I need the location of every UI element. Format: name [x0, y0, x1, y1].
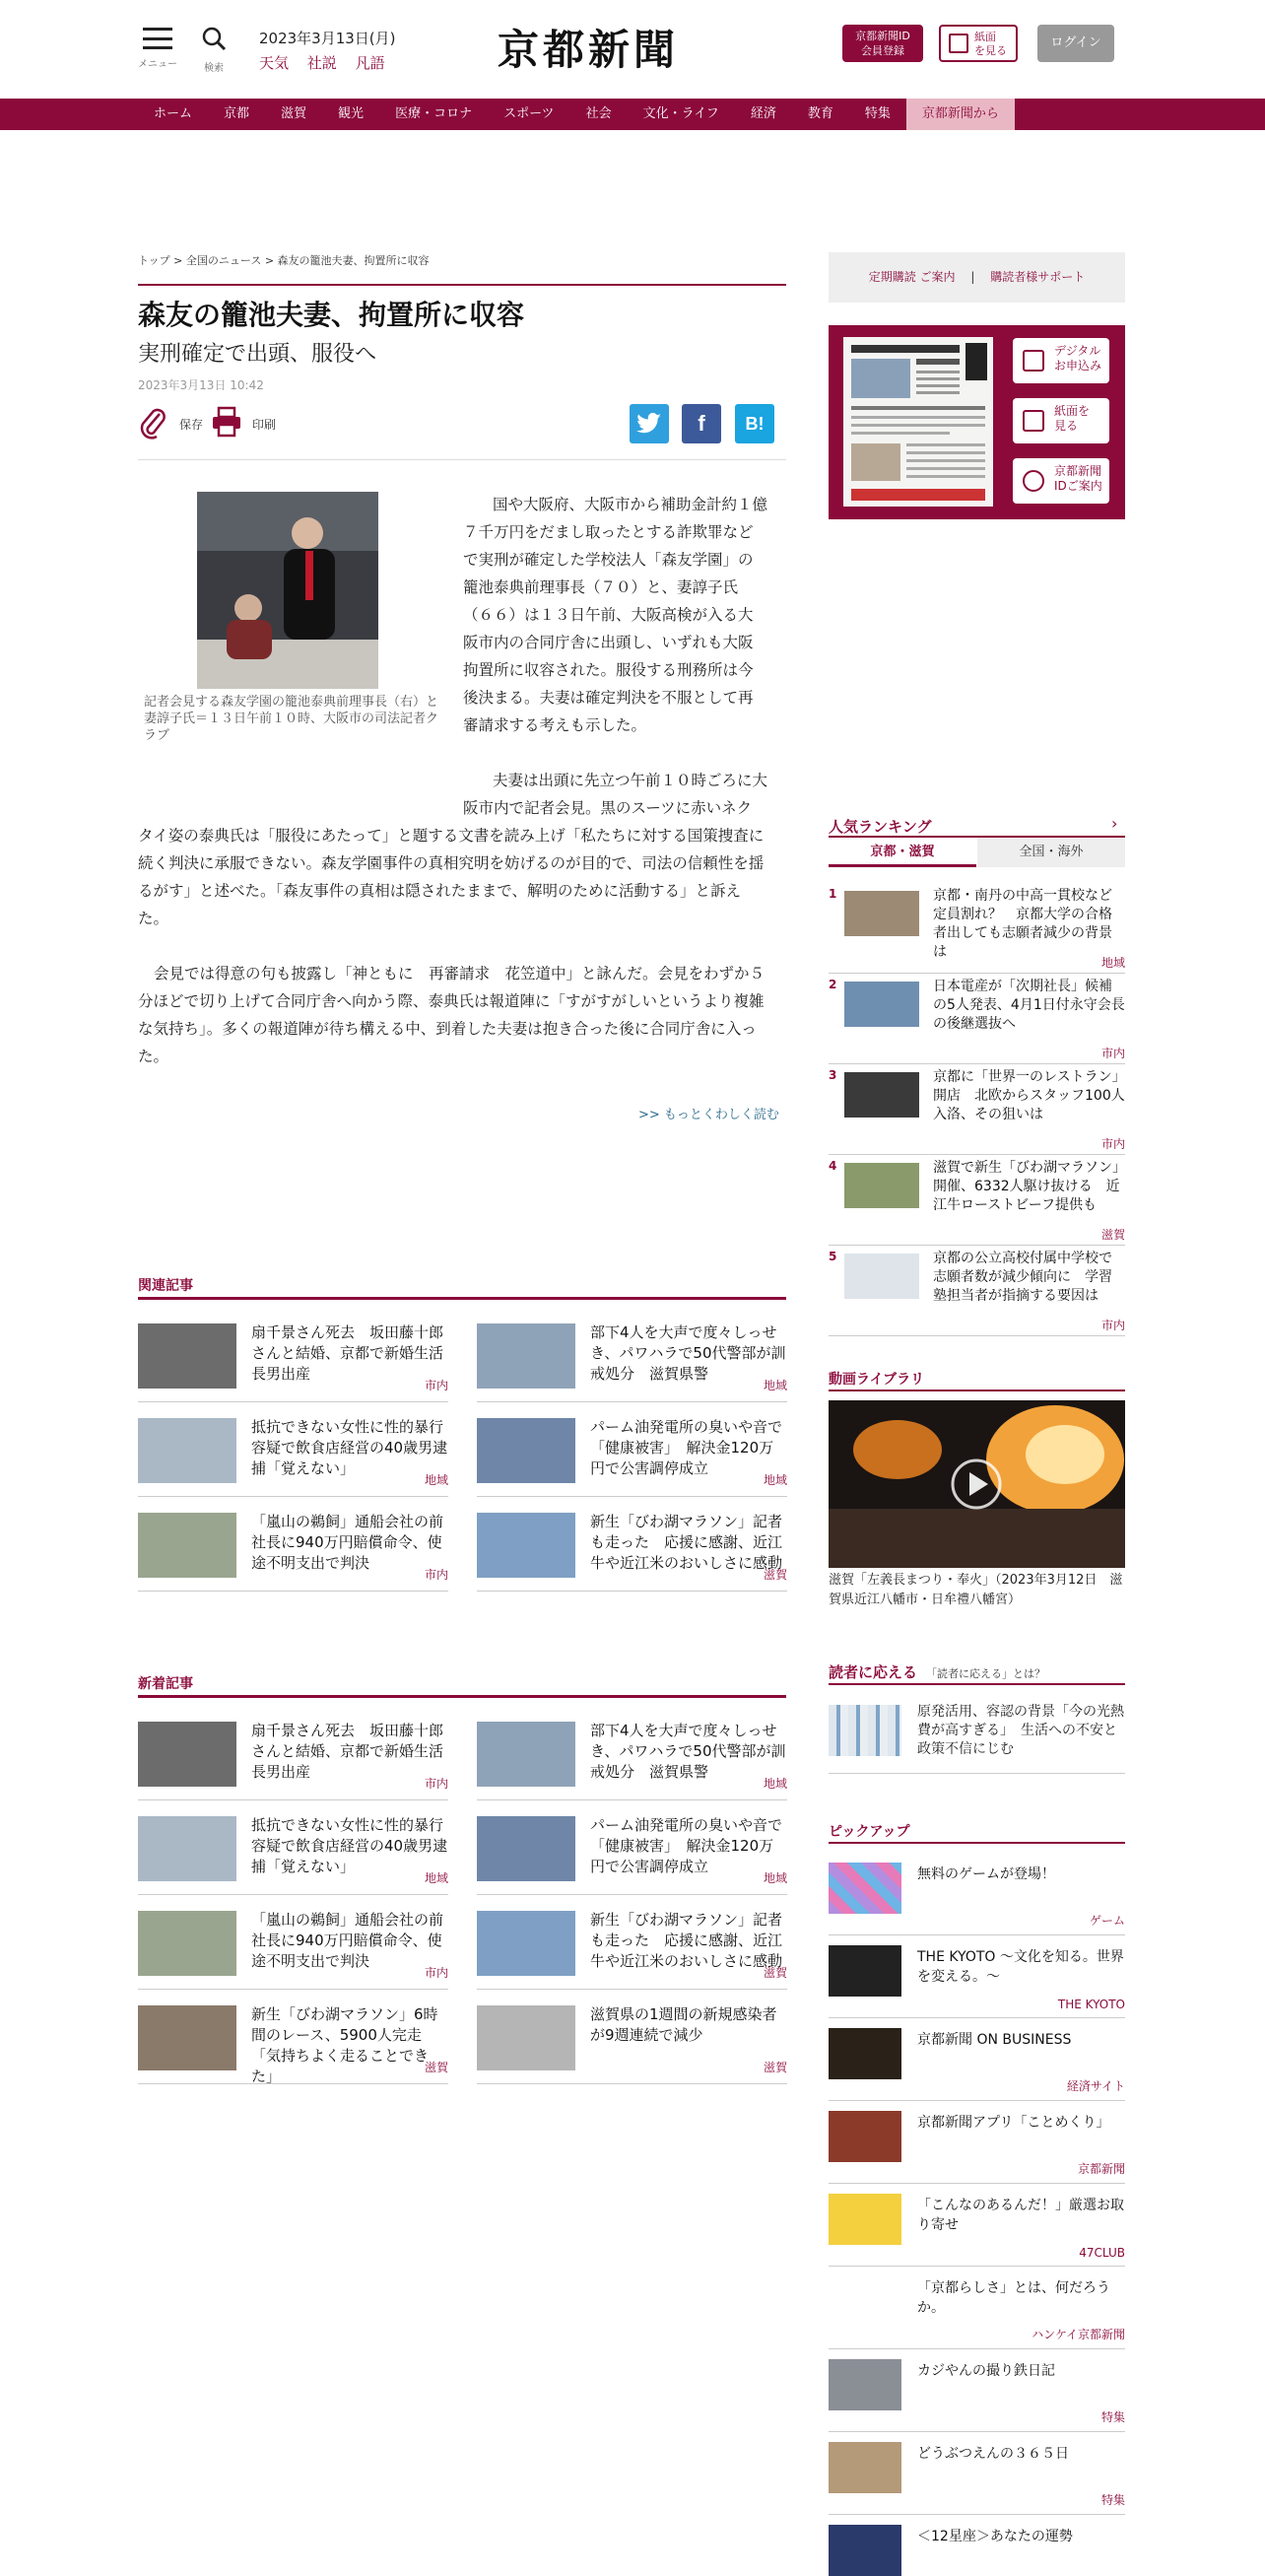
- p2-line: 阪市内で記者会見。黒のスーツに赤いネク: [463, 799, 753, 817]
- ranking-item[interactable]: [829, 1246, 1125, 1336]
- article-category-tag: 地域: [763, 1871, 787, 1885]
- video-rule: [829, 1390, 1125, 1391]
- latest-rule: [138, 1695, 786, 1698]
- related-rule: [138, 1297, 786, 1300]
- chevron-right-icon[interactable]: ›: [1111, 814, 1118, 833]
- article-thumbnail: [138, 2005, 236, 2070]
- newspaper-icon: [949, 34, 968, 53]
- ranking-item[interactable]: [829, 1064, 1125, 1155]
- digital-apply-button[interactable]: [1013, 338, 1109, 383]
- ranking-tab-kyoto-shiga[interactable]: 京都・滋賀: [829, 838, 976, 867]
- related-article-card[interactable]: [138, 1319, 459, 1402]
- search-label: 検索: [204, 63, 224, 74]
- ranking-headline: 京都に「世界一のレストラン」開店 北欧からスタッフ100人入洛、その狙いは: [933, 1069, 1125, 1122]
- p3-line: た。: [138, 1048, 169, 1065]
- nav-medical[interactable]: 医療・コロナ: [395, 106, 473, 121]
- pickup-headline: ＜12星座＞あなたの運勢: [917, 2529, 1073, 2544]
- article-headline: パーム油発電所の臭いや音で「健康被害」 解決金120万円で公害調停成立: [590, 1418, 783, 1477]
- ranking-title: 人気ランキング: [829, 818, 932, 836]
- article-category-tag: 滋賀: [763, 1966, 787, 1980]
- print-label: 印刷: [252, 418, 277, 432]
- digital-apply-line1: デジタル: [1054, 344, 1101, 358]
- related-article-card[interactable]: [477, 1413, 787, 1497]
- readers-about-link[interactable]: 「読者に応える」とは？: [926, 1667, 1045, 1680]
- article-datetime: 2023年3月13日 10:42: [138, 378, 264, 392]
- view-paper-line2: を見る: [974, 44, 1007, 57]
- pickup-headline: 「こんなのあるんだ！」厳選お取り寄せ: [917, 2198, 1124, 2233]
- readers-article[interactable]: [829, 1703, 1125, 1774]
- festival-fire-image: [829, 1400, 1125, 1568]
- latest-article-card[interactable]: [477, 2000, 787, 2084]
- latest-article-card[interactable]: [477, 1811, 787, 1895]
- pickup-item[interactable]: [829, 2018, 1125, 2101]
- article-category-tag: 地域: [424, 1871, 448, 1885]
- save-button[interactable]: [138, 406, 207, 441]
- article-category-tag: 市内: [424, 1966, 448, 1980]
- current-date: 2023年3月13日(月): [259, 30, 396, 47]
- article-photo[interactable]: [197, 492, 378, 689]
- p2-line: タイ姿の泰典氏は「服役にあたって」と題する文書を読み上げ「私たちに対する国策捜査に: [138, 827, 765, 845]
- breadcrumb-national[interactable]: > 全国のニュース: [173, 254, 262, 267]
- date-box: [259, 28, 399, 73]
- nav-from-kyoto-np[interactable]: 京都新聞から: [906, 99, 1015, 130]
- pickup-headline: カジやんの撮り鉄日記: [917, 2363, 1055, 2379]
- hatena-bookmark-icon: B!: [745, 414, 765, 434]
- newspaper-thumbnail[interactable]: [843, 337, 993, 507]
- pickup-category-tag: 特集: [1100, 2410, 1125, 2424]
- ranking-headline: 京都の公立高校付属中学校で志願者数が減少傾向に 学習塾担当者が指摘する要因は: [933, 1251, 1112, 1304]
- article-headline: 新生「びわ湖マラソン」記者も走った 応援に感謝、近江牛や近江米のおいしさに感動: [590, 1911, 783, 1970]
- p1-line: （６６）は１３日午前、大阪高検が入る大: [463, 606, 754, 624]
- read-more-link[interactable]: >> もっとくわしく読む: [638, 1108, 779, 1122]
- p3-line: な気持ち」。多くの報道陣が待ち構える中、到着した夫妻は抱き合った後に合同庁舎に入っ: [138, 1020, 757, 1038]
- search-button[interactable]: [197, 26, 231, 75]
- p2-line: 続く判決に承服できない。森友学園事件の真相究明を妨げるのが目的で、司法の信頼性を揺: [138, 854, 765, 872]
- pickup-headline: 「京都らしさ」とは、何だろうか。: [917, 2280, 1110, 2316]
- ranking-number: 1: [829, 887, 837, 901]
- view-paper-side-button[interactable]: [1013, 398, 1109, 443]
- latest-article-card[interactable]: [138, 1717, 459, 1800]
- p1-line: 阪市内の合同庁舎に出頭し、いずれも大阪: [463, 634, 754, 651]
- id-register-line1: 京都新聞ID: [855, 30, 910, 42]
- pickup-rule: [829, 1842, 1125, 1844]
- readers-rule: [829, 1683, 1125, 1685]
- ranking-headline: 滋賀で新生「びわ湖マラソン」開催、6332人駆け抜ける 近江牛ローストビーフ提供も: [933, 1160, 1120, 1213]
- pickup-item[interactable]: [829, 2184, 1125, 2267]
- view-paper-button[interactable]: [939, 25, 1018, 62]
- p1-line: ７千万円をだまし取ったとする詐欺罪など: [463, 523, 754, 541]
- p2-line: た。: [138, 910, 169, 927]
- video-caption[interactable]: 滋賀「左義長まつり・奉火」（2023年3月12日 滋賀県近江八幡市・日牟禮八幡宮）: [829, 1573, 1123, 1607]
- article-paragraph-2b: [138, 822, 788, 932]
- print-button[interactable]: [211, 406, 290, 441]
- article-thumbnail: [477, 1816, 575, 1881]
- pickup-headline: 無料のゲームが登場！: [917, 1866, 1055, 1882]
- p1-line: 審請求する考えも示した。: [463, 716, 647, 734]
- article-category-tag: 市内: [424, 1379, 448, 1392]
- article-category-tag: 市内: [424, 1777, 448, 1791]
- pickup-headline: 京都新聞 ON BUSINESS: [917, 2032, 1072, 2048]
- hamburger-icon: [143, 28, 172, 49]
- article-thumbnail: [477, 1513, 575, 1578]
- nav-culture[interactable]: 文化・ライフ: [642, 106, 719, 121]
- pickup-thumbnail: [829, 1945, 901, 1997]
- article-thumbnail: [477, 2005, 575, 2070]
- related-article-card[interactable]: [477, 1319, 787, 1402]
- pickup-category-tag: ハンケイ京都新聞: [1032, 2328, 1125, 2341]
- main-nav: [0, 99, 1265, 130]
- ranking-headline: 日本電産が「次期社長」候補の5人発表、4月1日付永守会長の後継選抜へ: [933, 979, 1125, 1032]
- tools-divider: [138, 459, 786, 460]
- latest-title: 新着記事: [138, 1676, 193, 1692]
- facebook-share-button[interactable]: [682, 404, 721, 443]
- article-tools: [138, 406, 335, 441]
- nav-features[interactable]: 特集: [864, 106, 891, 121]
- article-category-tag: 地域: [763, 1379, 787, 1392]
- ranking-category-tag: 地域: [1100, 956, 1125, 970]
- ranking-thumbnail: [844, 1072, 919, 1118]
- nav-economy[interactable]: 経済: [750, 106, 776, 121]
- article-headline: 部下4人を大声で度々しっせき、パワハラで50代警部が訓戒処分 滋賀県警: [590, 1722, 786, 1781]
- breadcrumb: [138, 252, 430, 268]
- pickup-category-tag: 経済サイト: [1066, 2079, 1125, 2093]
- article-headline: 新生「びわ湖マラソン」6時間のレース、5900人完走「気持ちよく走ることできた」: [251, 2005, 438, 2085]
- digital-apply-line2: お申込み: [1054, 359, 1102, 373]
- article-headline: 扇千景さん死去 坂田藤十郎さんと結婚、京都で新婚生活 長男出産: [251, 1323, 459, 1383]
- pickup-thumbnail: [829, 2194, 901, 2245]
- bongo-link[interactable]: 凡語: [355, 54, 385, 72]
- save-label: 保存: [179, 418, 204, 432]
- article-headline: 滋賀県の1週間の新規感染者が9週連続で減少: [590, 2005, 777, 2044]
- view-paper-line1: 紙面: [974, 31, 996, 43]
- latest-article-card[interactable]: [477, 1717, 787, 1800]
- related-article-card[interactable]: [138, 1413, 459, 1497]
- search-icon: [201, 26, 227, 51]
- ranking-number: 5: [829, 1250, 837, 1263]
- pickup-thumbnail: [829, 2276, 901, 2328]
- p1-line: 拘置所に収容された。服役する刑務所は今: [463, 661, 754, 679]
- ranking-thumbnail: [844, 1254, 919, 1299]
- pickup-item[interactable]: [829, 2432, 1125, 2515]
- nav-tourism[interactable]: 観光: [338, 106, 365, 121]
- p1-line: で実刑が確定した学校法人「森友学園」の: [463, 551, 754, 569]
- id-info-line1: 京都新聞: [1054, 464, 1102, 478]
- article-thumbnail: [477, 1722, 575, 1787]
- paperclip-icon: [138, 406, 167, 440]
- pickup-item[interactable]: [829, 2349, 1125, 2432]
- ranking-category-tag: 滋賀: [1100, 1228, 1125, 1242]
- ranking-number: 4: [829, 1159, 837, 1173]
- pickup-item[interactable]: [829, 1853, 1125, 1935]
- ranking-thumbnail: [844, 982, 919, 1027]
- article-thumbnail: [138, 1513, 236, 1578]
- nav-society[interactable]: 社会: [585, 106, 612, 121]
- p1-line: 国や大阪府、大阪市から補助金計約１億: [493, 496, 768, 513]
- editorial-link[interactable]: 社説: [306, 54, 337, 72]
- article-paragraph-1: [463, 491, 788, 739]
- info-icon: [1023, 470, 1044, 492]
- article-headline: 部下4人を大声で度々しっせき、パワハラで50代警部が訓戒処分 滋賀県警: [590, 1323, 786, 1383]
- ranking-category-tag: 市内: [1100, 1047, 1125, 1060]
- readers-title: 読者に応える: [829, 1663, 918, 1681]
- ranking-item[interactable]: [829, 974, 1125, 1064]
- printer-icon: [211, 406, 242, 438]
- p2-line: 夫妻は出頭に先立つ午前１０時ごろに大: [493, 772, 768, 789]
- id-info-line2: IDご案内: [1054, 479, 1102, 493]
- pickup-headline: 京都新聞アプリ「ことめくり」: [917, 2115, 1110, 2131]
- article-headline: 「嵐山の鵜飼」通船会社の前社長に940万円賠償命令、使途不明支出で判決: [251, 1513, 444, 1572]
- support-link[interactable]: 購読者様サポート: [990, 270, 1086, 284]
- ranking-category-tag: 市内: [1100, 1137, 1125, 1151]
- article-category-tag: 地域: [424, 1473, 448, 1487]
- ranking-item[interactable]: [829, 1155, 1125, 1246]
- subscription-box: 定期購読 ご案内 | 購読者様サポート: [829, 252, 1125, 303]
- article-category-tag: 地域: [763, 1777, 787, 1791]
- article-headline: 抵抗できない女性に性的暴行 容疑で飲食店経営の40歳男逮捕「覚えない」: [251, 1418, 459, 1477]
- subscribe-link[interactable]: 定期購読 ご案内: [868, 270, 956, 284]
- menu-label: メニュー: [138, 59, 177, 70]
- readers-thumb: [829, 1705, 901, 1756]
- pickup-item[interactable]: [829, 2515, 1125, 2544]
- pickup-item[interactable]: [829, 2101, 1125, 2184]
- ranking-number: 3: [829, 1068, 837, 1082]
- nav-home[interactable]: ホーム: [154, 106, 193, 121]
- pickup-headline: THE KYOTO ～文化を知る。世界を変える。～: [917, 1949, 1124, 1985]
- breadcrumb-top[interactable]: トップ: [138, 254, 170, 267]
- video-library-title: 動画ライブラリ: [829, 1372, 925, 1388]
- ranking-thumbnail: [844, 1163, 919, 1208]
- pickup-item[interactable]: [829, 2267, 1125, 2349]
- article-paragraph-3: [138, 960, 788, 1070]
- article-thumbnail: [138, 1722, 236, 1787]
- twitter-share-button[interactable]: [630, 404, 669, 443]
- article-subtitle: 実刑確定で出頭、服役へ: [138, 342, 377, 367]
- login-button[interactable]: ログイン: [1037, 25, 1114, 62]
- related-article-card[interactable]: [477, 1508, 787, 1592]
- pickup-thumbnail: [829, 2028, 901, 2079]
- article-category-tag: 市内: [424, 1568, 448, 1582]
- video-thumbnail[interactable]: [829, 1400, 1125, 1568]
- breadcrumb-current: > 森友の籠池夫妻、拘置所に収容: [264, 254, 430, 267]
- p1-line: 籠池泰典前理事長（７０）と、妻諄子氏: [463, 578, 739, 596]
- article-headline: 扇千景さん死去 坂田藤十郎さんと結婚、京都で新婚生活 長男出産: [251, 1722, 459, 1781]
- nav-sports[interactable]: スポーツ: [503, 106, 555, 121]
- article-category-tag: 滋賀: [763, 1568, 787, 1582]
- pickup-category-tag: ゲーム: [1089, 1914, 1125, 1928]
- article-headline: 新生「びわ湖マラソン」記者も走った 応援に感謝、近江牛や近江米のおいしさに感動: [590, 1513, 783, 1572]
- twitter-icon: [636, 413, 662, 435]
- menu-button[interactable]: [138, 24, 177, 73]
- article-category-tag: 地域: [763, 1473, 787, 1487]
- pickup-category-tag: 特集: [1100, 2493, 1125, 2507]
- id-info-button[interactable]: [1013, 458, 1109, 504]
- article-thumbnail: [138, 1816, 236, 1881]
- ranking-number: 2: [829, 978, 837, 991]
- latest-article-card[interactable]: [138, 2000, 448, 2084]
- ranking-category-tag: 市内: [1100, 1319, 1125, 1332]
- tablet-icon: [1023, 350, 1044, 372]
- hatena-share-button[interactable]: [735, 404, 774, 443]
- ranking-item[interactable]: [829, 883, 1125, 974]
- p1-line: 後決まる。夫妻は確定判決を不服として再: [463, 689, 754, 707]
- article-title: 森友の籠池夫妻、拘置所に収容: [138, 299, 525, 331]
- facebook-icon: f: [698, 411, 705, 436]
- ranking-tab-national[interactable]: 全国・海外: [977, 838, 1125, 867]
- nav-kyoto[interactable]: 京都: [224, 106, 250, 121]
- related-article-card[interactable]: [138, 1508, 448, 1592]
- nav-education[interactable]: 教育: [807, 106, 833, 121]
- article-headline: パーム油発電所の臭いや音で「健康被害」 解決金120万円で公害調停成立: [590, 1816, 783, 1875]
- ranking-thumbnail: [844, 891, 919, 936]
- pickup-thumbnail: [829, 2442, 901, 2493]
- related-title: 関連記事: [138, 1278, 193, 1294]
- article-thumbnail: [477, 1418, 575, 1483]
- readers-text: 原発活用、容認の背景「今の光熱費が高すぎる」 生活への不安と政策不信にじむ: [917, 1704, 1124, 1757]
- latest-article-card[interactable]: [477, 1906, 787, 1990]
- photo-caption: 記者会見する森友学園の籠池泰典前理事長（右）と妻諄子氏＝１３日午前１０時、大阪市の司法記者クラブ: [144, 695, 439, 743]
- article-thumbnail: [138, 1911, 236, 1976]
- latest-article-card[interactable]: [138, 1811, 459, 1895]
- article-thumbnail: [138, 1323, 236, 1389]
- press-conference-image: [197, 492, 378, 689]
- latest-article-card[interactable]: [138, 1906, 448, 1990]
- p3-line: 会見では得意の句も披露し「神ともに 再審請求 花笠道中」と詠んだ。会見をわずか５: [154, 965, 766, 983]
- p3-line: 分ほどで切り上げて合同庁舎へ向かう際、泰典氏は報道陣に「すがすがしいというより複雑: [138, 992, 765, 1010]
- ranking-headline: 京都・南丹の中高一貫校など定員割れ？ 京都大学の合格者出しても志願者減少の背景は: [933, 888, 1112, 960]
- article-thumbnail: [477, 1911, 575, 1976]
- article-thumbnail: [138, 1418, 236, 1483]
- title-rule: [138, 284, 786, 286]
- pickup-item[interactable]: [829, 1935, 1125, 2018]
- pickup-thumbnail: [829, 1863, 901, 1914]
- pickup-category-tag: 京都新聞: [1077, 2162, 1125, 2176]
- article-category-tag: 滋賀: [763, 2061, 787, 2074]
- pickup-title: ピックアップ: [829, 1824, 910, 1840]
- id-register-line2: 会員登録: [861, 44, 904, 57]
- view-paper-side-line2: 見る: [1054, 419, 1079, 433]
- newspaper-icon: [1023, 410, 1044, 432]
- view-paper-side-line1: 紙面を: [1054, 404, 1091, 418]
- site-logo[interactable]: 京都新聞: [498, 26, 680, 74]
- weather-link[interactable]: 天気: [259, 54, 290, 72]
- p2-line: るがす」と述べた。「森友事件の真相は隠されたままで、解明のために活動する」と訴え: [138, 882, 741, 900]
- article-category-tag: 滋賀: [424, 2061, 448, 2074]
- pickup-thumbnail: [829, 2359, 901, 2410]
- nav-shiga[interactable]: 滋賀: [281, 106, 307, 121]
- pickup-category-tag: 47CLUB: [1079, 2246, 1125, 2260]
- newspaper-front-image: [843, 337, 993, 507]
- article-headline: 「嵐山の鵜飼」通船会社の前社長に940万円賠償命令、使途不明支出で判決: [251, 1911, 444, 1970]
- site-header: [0, 0, 1265, 99]
- pickup-thumbnail: [829, 2111, 901, 2162]
- id-register-button[interactable]: [842, 25, 923, 62]
- pickup-category-tag: THE KYOTO: [1057, 1998, 1125, 2011]
- article-headline: 抵抗できない女性に性的暴行 容疑で飲食店経営の40歳男逮捕「覚えない」: [251, 1816, 459, 1875]
- article-paragraph-2a: [463, 767, 788, 822]
- article-thumbnail: [477, 1323, 575, 1389]
- pickup-thumbnail: [829, 2525, 901, 2576]
- pickup-headline: どうぶつえんの３６５日: [917, 2446, 1069, 2462]
